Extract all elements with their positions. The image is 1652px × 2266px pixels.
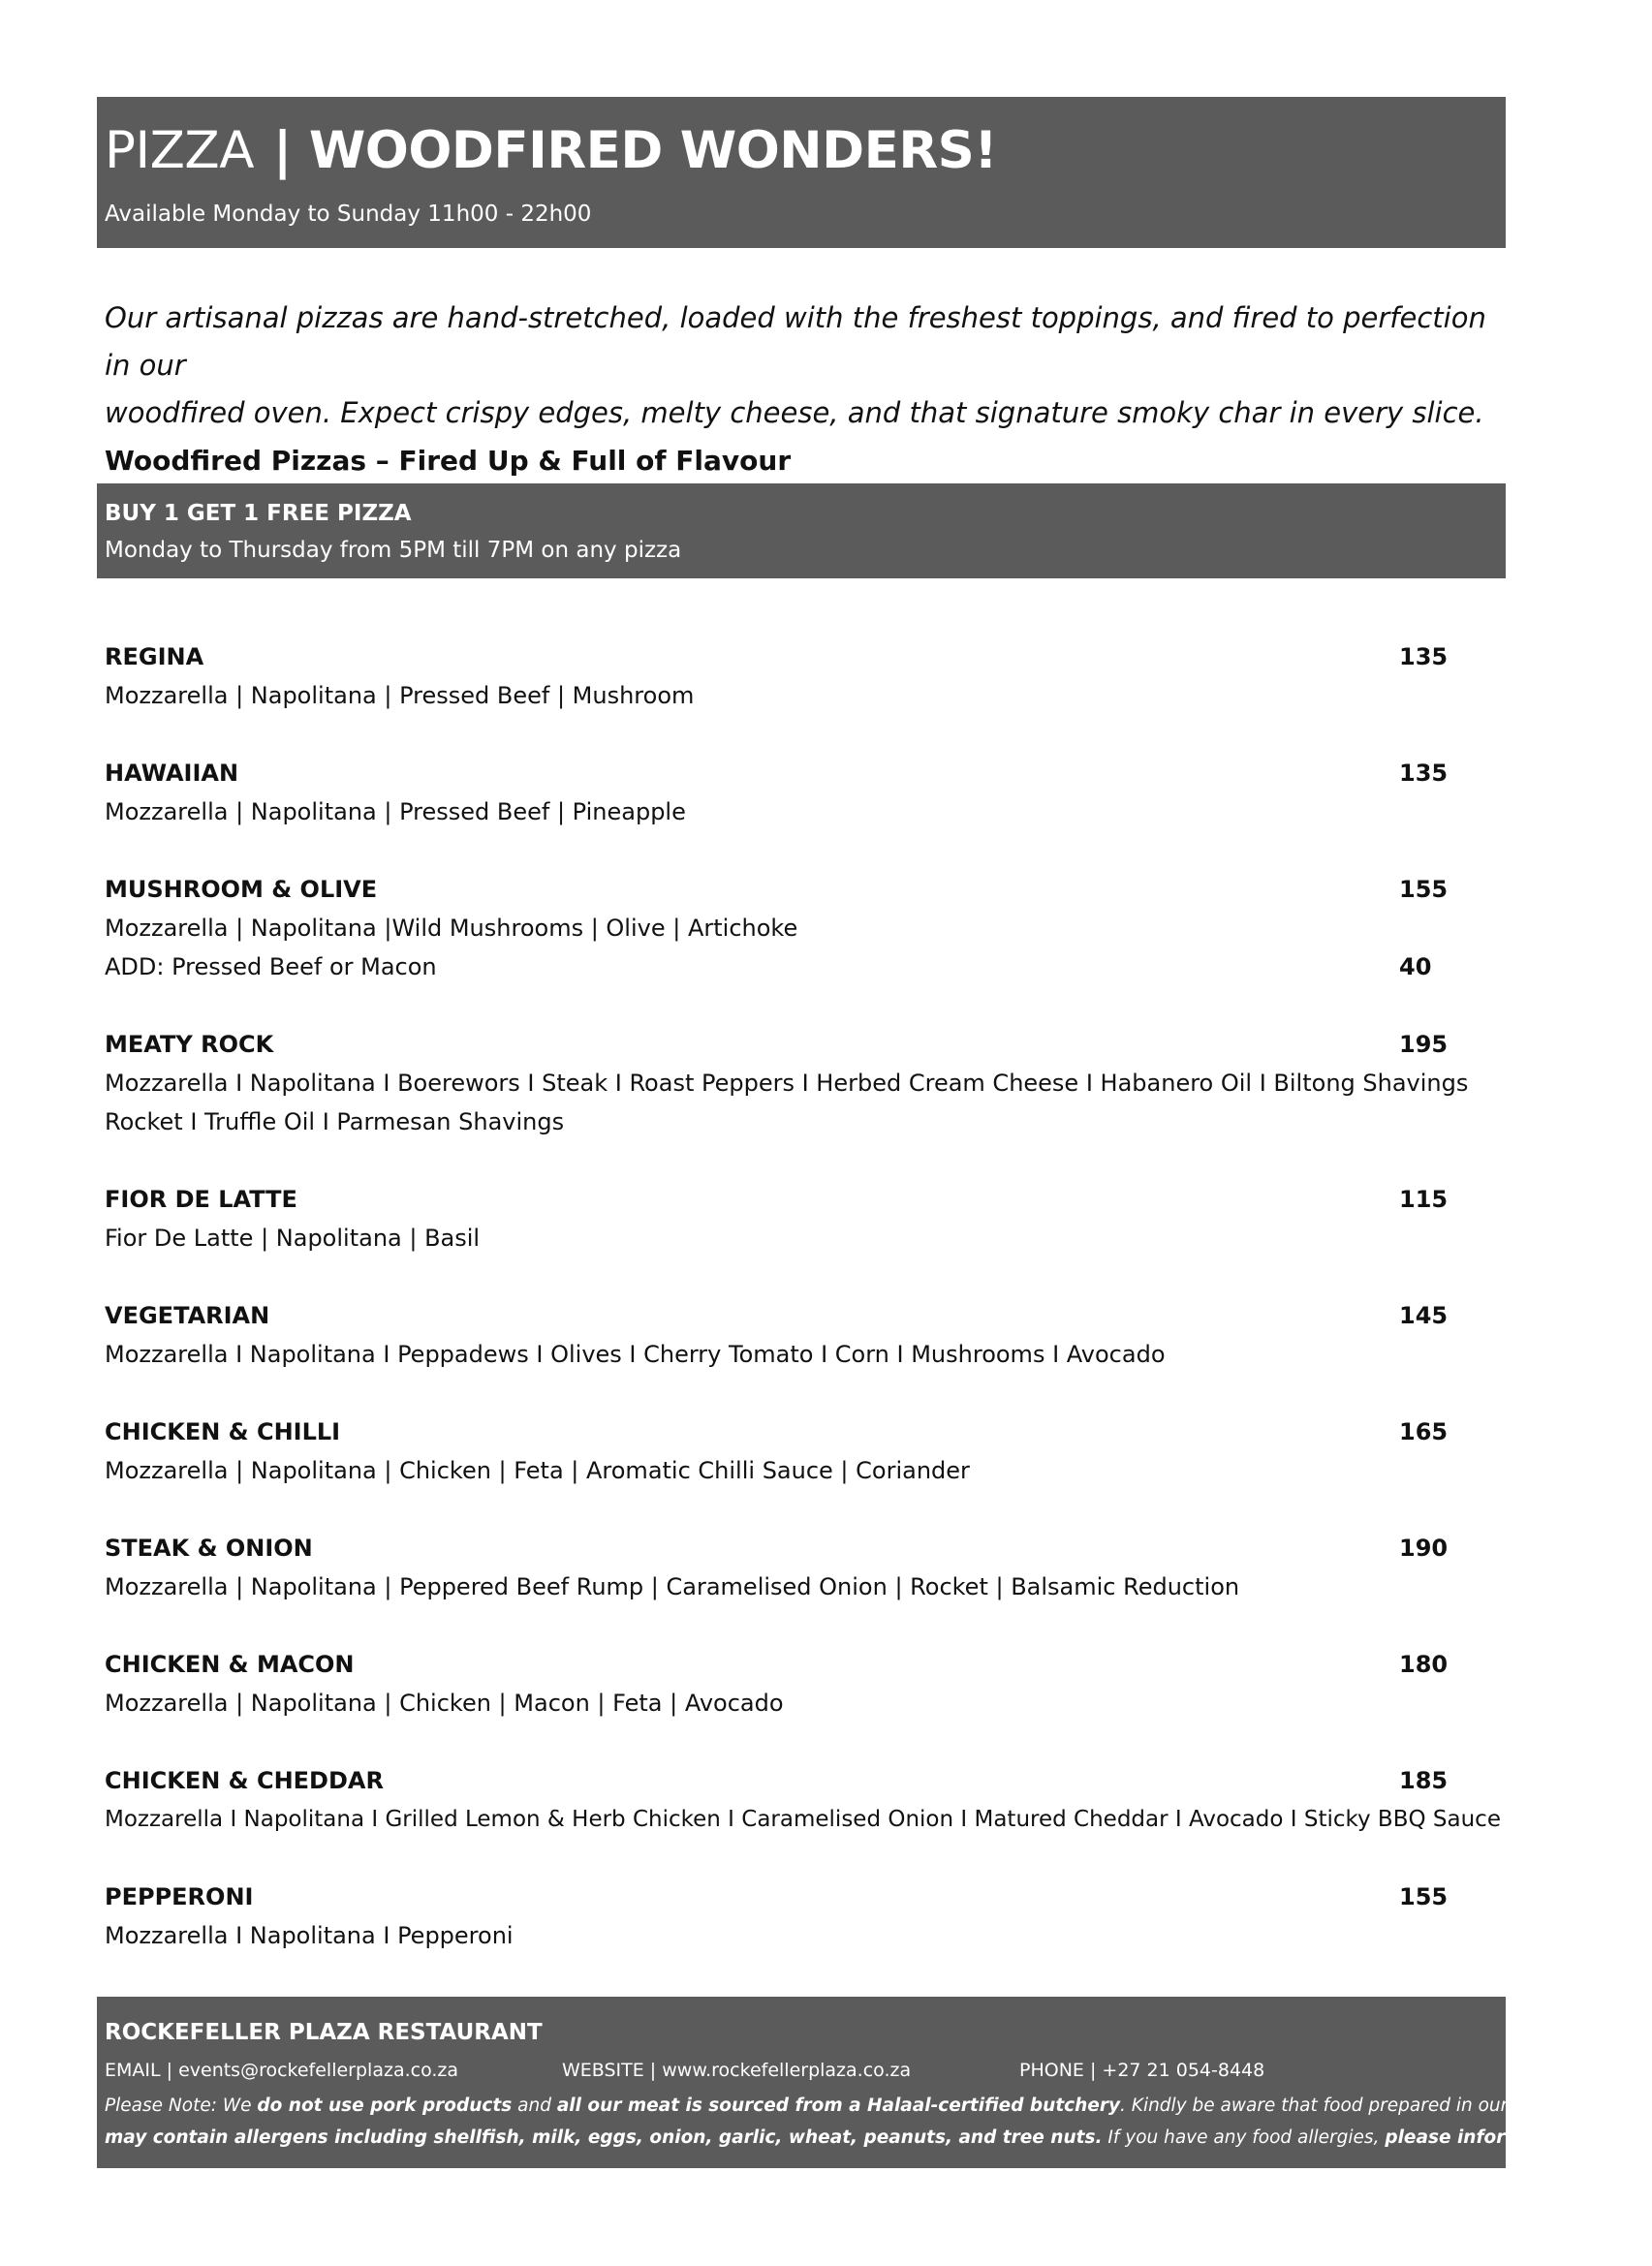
contact-email: EMAIL | events@rockefellerplaza.co.za: [105, 2060, 459, 2081]
item-price: 180: [1399, 1651, 1449, 1678]
item-description: Mozzarella I Napolitana I Boerewors I Steak I Roast Peppers I Herbed Cream Cheese I Habanero Oil I Biltong Shavings: [105, 1070, 1469, 1097]
intro-line-2: woodfired oven. Expect crispy edges, melty cheese, and that signature smoky char in every slice.: [105, 396, 1484, 429]
note-part-bold: all our meat is sourced from a Halaal-certified butchery: [556, 2095, 1121, 2116]
footer-note-line-1: [105, 2090, 1580, 2122]
item-name: FIOR DE LATTE: [105, 1186, 297, 1213]
menu-item: [105, 754, 1500, 831]
menu-item: [105, 1761, 1500, 1839]
item-addon: [105, 947, 1500, 986]
item-price: 190: [1399, 1535, 1449, 1562]
menu-item: [105, 1025, 1500, 1141]
item-price: 135: [1399, 760, 1449, 787]
menu-item: [105, 1296, 1500, 1374]
page-title: [105, 120, 997, 182]
contact-phone: PHONE | +27 21 054-8448: [1019, 2060, 1265, 2081]
item-name: VEGETARIAN: [105, 1302, 270, 1329]
note-part: Please Note: We: [105, 2095, 258, 2116]
item-name: CHICKEN & CHILLI: [105, 1418, 341, 1445]
item-description: Mozzarella | Napolitana | Chicken | Macon | Feta | Avocado: [105, 1690, 784, 1717]
intro-line-1: Our artisanal pizzas are hand-stretched, loaded with the freshest toppings, and fired to perfection in our: [105, 301, 1486, 382]
item-description: Mozzarella I Napolitana I Peppadews I Olives I Cherry Tomato I Corn I Mushrooms I Avocado: [105, 1341, 1166, 1368]
menu-item: [105, 870, 1500, 986]
item-name: CHICKEN & MACON: [105, 1651, 355, 1678]
footer-band: [97, 1997, 1652, 2168]
item-price: 155: [1399, 876, 1449, 903]
item-description-2: Rocket I Truffle Oil I Parmesan Shavings: [105, 1108, 565, 1135]
item-description: Fior De Latte | Napolitana | Basil: [105, 1225, 481, 1252]
intro-section: [105, 295, 1500, 484]
note-part: If you have any food allergies,: [1102, 2127, 1386, 2148]
restaurant-name: ROCKEFELLER PLAZA RESTAURANT: [105, 2020, 543, 2045]
item-price: 155: [1399, 1883, 1449, 1910]
note-part: and: [512, 2095, 557, 2116]
footer-note: [105, 2090, 1652, 2154]
menu-item: [105, 1645, 1500, 1723]
item-price: 145: [1399, 1302, 1449, 1329]
item-price: 115: [1399, 1186, 1449, 1213]
item-name: CHICKEN & CHEDDAR: [105, 1767, 384, 1794]
item-name: STEAK & ONION: [105, 1535, 313, 1562]
promo-title: BUY 1 GET 1 FREE PIZZA: [105, 501, 412, 526]
item-name: MEATY ROCK: [105, 1031, 274, 1058]
intro-tagline: Woodfired Pizzas – Fired Up & Full of Flavour: [105, 445, 792, 477]
menu-item: [105, 637, 1500, 715]
title-category: PIZZA: [105, 121, 254, 180]
menu-item: [105, 1180, 1500, 1257]
availability-text: Available Monday to Sunday 11h00 - 22h00: [105, 202, 592, 227]
item-description: Mozzarella | Napolitana | Pressed Beef | Mushroom: [105, 682, 695, 709]
contact-website: WEBSITE | www.rockefellerplaza.co.za: [562, 2060, 912, 2081]
item-price: 195: [1399, 1031, 1449, 1058]
note-part-bold: please inform your waiter: [1385, 2127, 1646, 2148]
header-band: [97, 97, 1506, 248]
addon-text: ADD: Pressed Beef or Macon: [105, 953, 437, 980]
item-name: REGINA: [105, 643, 204, 670]
menu-item: [105, 1878, 1500, 1955]
menu-item: [105, 1529, 1500, 1606]
promo-subtitle: Monday to Thursday from 5PM till 7PM on any pizza: [105, 538, 682, 563]
item-description: Mozzarella | Napolitana |Wild Mushrooms | Olive | Artichoke: [105, 915, 798, 942]
addon-price: 40: [1399, 953, 1432, 980]
promo-band: [97, 483, 1506, 578]
item-name: HAWAIIAN: [105, 760, 239, 787]
item-name: MUSHROOM & OLIVE: [105, 876, 378, 903]
note-part: .: [1646, 2127, 1652, 2148]
footer-note-line-2: [105, 2122, 1652, 2154]
item-description: Mozzarella | Napolitana | Peppered Beef Rump | Caramelised Onion | Rocket | Balsamic Reduction: [105, 1573, 1240, 1600]
item-description: Mozzarella I Napolitana I Grilled Lemon & Herb Chicken I Caramelised Onion I Matured Cheddar I Avocado I Sticky BBQ Sauce: [105, 1807, 1501, 1832]
item-price: 135: [1399, 643, 1449, 670]
item-price: 165: [1399, 1418, 1449, 1445]
note-part-bold: may contain allergens including shellfish, milk, eggs, onion, garlic, wheat, peanuts, and tree nuts.: [105, 2127, 1103, 2148]
item-description: Mozzarella I Napolitana I Pepperoni: [105, 1922, 514, 1949]
menu-item: [105, 1412, 1500, 1490]
menu-list: [105, 637, 1500, 1994]
item-price: 185: [1399, 1767, 1449, 1794]
item-description: Mozzarella | Napolitana | Chicken | Feta | Aromatic Chilli Sauce | Coriander: [105, 1457, 970, 1484]
note-part-bold: do not use pork products: [257, 2095, 513, 2116]
item-description: Mozzarella | Napolitana | Pressed Beef | Pineapple: [105, 798, 686, 825]
note-part: . Kindly be aware that food prepared in our kitchen: [1120, 2095, 1580, 2116]
item-name: PEPPERONI: [105, 1883, 254, 1910]
title-heading: WOODFIRED WONDERS!: [308, 121, 998, 180]
title-separator: |: [272, 121, 292, 180]
